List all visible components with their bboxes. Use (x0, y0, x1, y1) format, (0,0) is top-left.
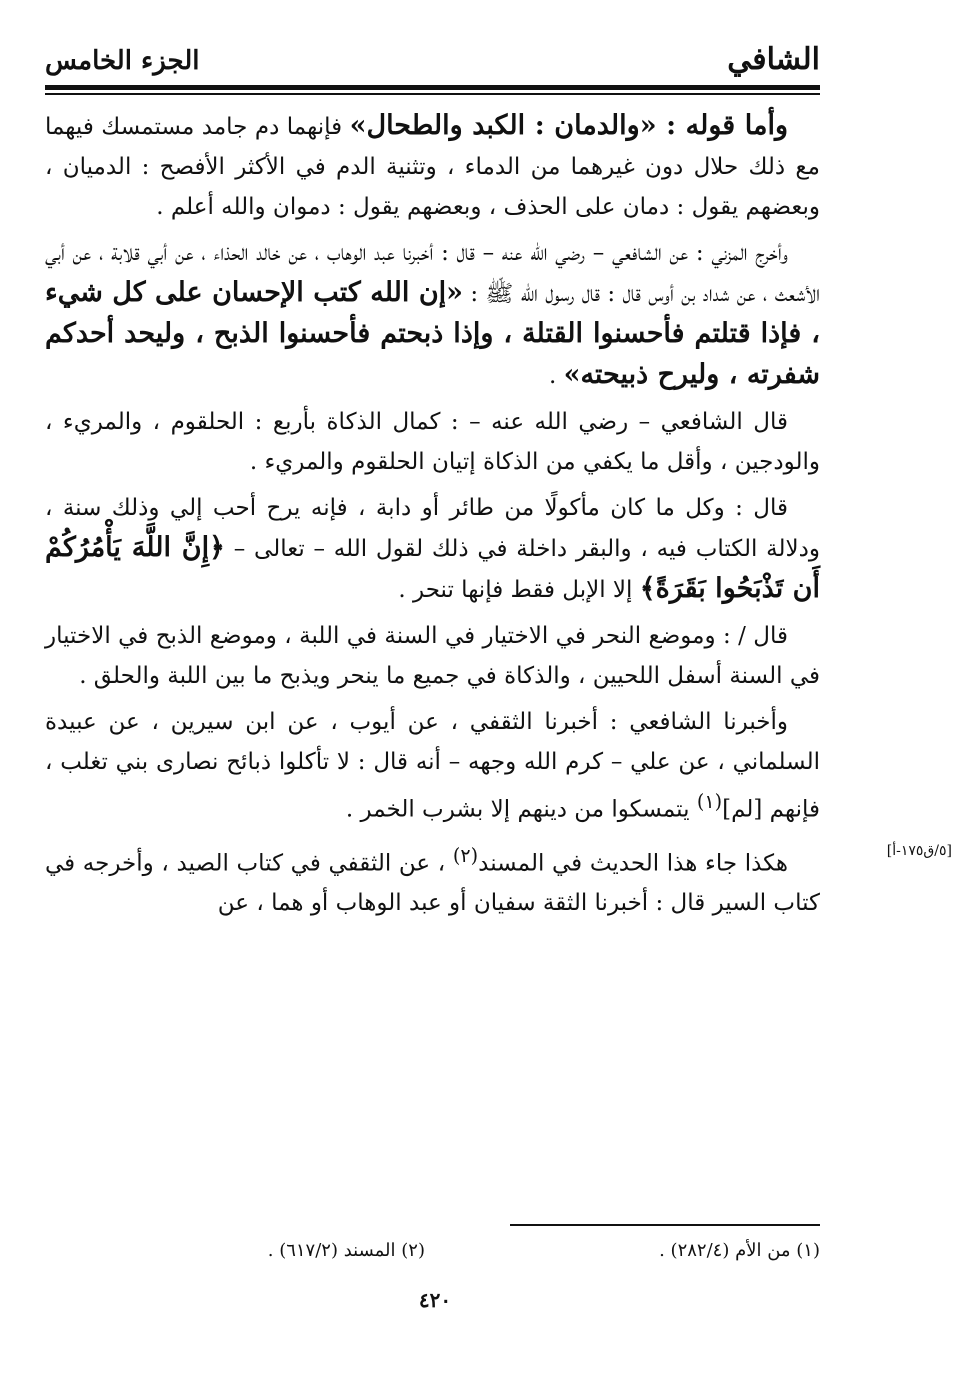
text-run: قال الشافعي – رضي الله عنه – : كمال الذكاة بأربع : الحلقوم ، والمريء ، والودجين ، وأقل ما يكفي من الذكاة إتيان الحلقوم والمريء . (45, 409, 820, 475)
text-run: قال : وكل ما كان مأكولًا من طائر أو دابة ، فإنه يرح أحب إلي وذلك سنة ، ودلالة الكتاب فيه ، والبقر داخلة في ذلك لقول الله – تعالى – (45, 495, 820, 562)
footnote-2: (٢) المسند (٦١٧/٢) . (267, 1240, 425, 1261)
footnote-rule (510, 1224, 820, 1226)
emphasized-text: وأما قوله : «والدمان : الكبد والطحال» (349, 110, 788, 141)
emphasized-text: «إن الله كتب الإحسان على كل شيء ، فإذا قتلتم فأحسنوا القتلة ، وإذا ذبحتم فأحسنوا الذبح ، وليحد أحدكم شفرته ، وليرح ذبيحته» (45, 277, 820, 390)
page-number: ٤٢٠ (418, 1288, 452, 1312)
paragraph (45, 702, 820, 830)
footnote-ref: (٢) (452, 843, 479, 867)
text-run: وأخبرنا الشافعي : أخبرنا الثقفي ، عن أيوب ، عن ابن سيرين ، عن عبيدة السلماني ، عن علي – كرم الله وجهه – أنه قال : لا تأكلوا ذبائح نصارى بني تغلب ، فإنهم [لم] (45, 709, 820, 823)
paragraph (45, 836, 820, 924)
header-rule-thick (45, 85, 820, 90)
text-run: وأخرج المزني : عن الشافعي – رضي الله عنه – قال : أخبرنا عبد الوهاب ، عن خالد الحذاء ، عن أبي قلابة ، عن أبي الأشعث ، عن شداد بن أوس قال : قال رسول الله ﷺ : (45, 240, 820, 307)
text-run: . (548, 363, 564, 389)
text-run: ، عن الثقفي في كتاب الصيد ، وأخرجه في كتاب السير قال : أخبرنا الثقة سفيان أو عبد الوهاب أو هما ، عن (45, 850, 820, 917)
text-run: يتمسكوا من دينهم إلا بشرب الخمر . (345, 796, 697, 823)
text-run: فإنهما دم جامد مستمسك فيهما مع ذلك حلال دون غيرهما من الدماء ، وتثنية الدم في الأكثر الأفصح : الدميان ، وبعضهم يقول : دمان على الحذف ، وبعضهم يقول : دموان والله أعلم . (45, 114, 820, 220)
text-run: قال / : وموضع النحر في الاختيار في السنة في اللبة ، وموضع الذبح في الاختيار في السنة أسفل اللحيين ، والذكاة في جميع ما ينحر ويذبح ما بين اللبة والحلق . (45, 623, 820, 689)
footnote-ref: (١) (696, 790, 723, 813)
header-volume-title: الجزء الخامس (45, 46, 200, 76)
paragraph (45, 488, 820, 610)
body-text (45, 106, 820, 929)
margin-folio-note: [٥/ق١٧٥-أ] (886, 843, 952, 859)
text-run: إلا الإبل فقط فإنها تنحر . (398, 577, 640, 603)
paragraph (45, 106, 820, 227)
page-header (45, 30, 820, 86)
footnote-1: (١) من الأم (٢٨٢/٤) . (659, 1240, 820, 1261)
header-book-title: الشافي (727, 42, 820, 77)
footnotes (45, 1232, 820, 1268)
paragraph (45, 616, 820, 696)
emphasized-text: ﴿إِنَّ اللَّهَ يَأْمُرُكُمْ أَن تَذْبَحُوا بَقَرَةً﴾ (45, 532, 820, 604)
header-rule-thin (45, 93, 820, 95)
paragraph (45, 402, 820, 482)
text-run: هكذا جاء هذا الحديث في المسند (478, 850, 788, 877)
paragraph (45, 233, 820, 396)
